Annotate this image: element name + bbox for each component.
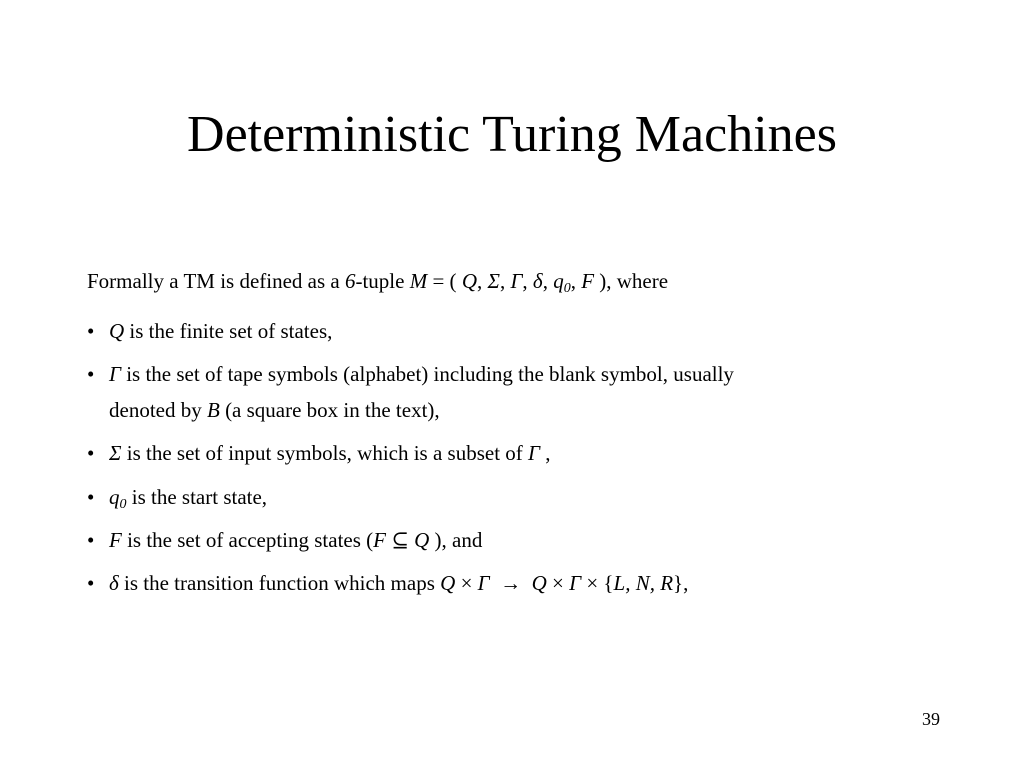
bullet-accepting-states	[109, 527, 482, 553]
slide-title: Deterministic Turing Machines	[187, 106, 837, 163]
intro-comma-3: ,	[522, 269, 533, 293]
bullet-tape-symbols-continued	[109, 397, 440, 423]
blank-symbol-B: B	[206, 398, 220, 422]
transition-Q2: Q	[531, 571, 547, 595]
transition-times2: ×	[546, 571, 570, 595]
transition-text: is the transition function which maps	[118, 571, 441, 595]
intro-delta: δ	[532, 269, 543, 293]
bullet-tape-symbols	[109, 361, 734, 387]
start-state-text: is the start state,	[126, 485, 268, 509]
states-symbol: Q	[109, 319, 125, 343]
intro-comma-5: ,	[570, 269, 582, 293]
transition-times3: ×	[581, 571, 604, 595]
bullet-dot: •	[87, 528, 95, 552]
intro-line	[87, 268, 668, 302]
intro-gamma: Γ	[510, 269, 523, 293]
intro-six: 6	[344, 269, 356, 293]
intro-close-where: ), where	[594, 269, 669, 293]
bullet-transition-function	[109, 570, 688, 596]
input-symbols-text: is the set of input symbols, which is a subset of	[121, 441, 529, 465]
intro-comma-4: ,	[542, 269, 554, 293]
start-state-subscript: 0	[119, 497, 127, 512]
accepting-F2: F	[373, 528, 386, 552]
intro-q: q	[553, 269, 564, 293]
bullet-dot: •	[87, 362, 95, 386]
transition-LNR: L, N, R	[613, 571, 674, 595]
transition-G1: Γ	[477, 571, 490, 595]
accepting-Q: Q	[414, 528, 430, 552]
tape-symbols-symbol: Γ	[109, 362, 121, 386]
bullet-states	[109, 318, 332, 344]
input-symbols-trail: ,	[540, 441, 551, 465]
intro-equals-open: = (	[427, 269, 462, 293]
accepting-trail: ), and	[429, 528, 483, 552]
transition-Q1: Q	[440, 571, 456, 595]
intro-prefix: Formally a TM is defined as a	[87, 269, 345, 293]
transition-G2: Γ	[569, 571, 582, 595]
page-number: 39	[922, 709, 940, 729]
intro-F: F	[581, 269, 595, 293]
intro-M: M	[409, 269, 428, 293]
intro-tuple-word: -tuple	[355, 269, 410, 293]
input-symbols-symbol: Σ	[109, 441, 122, 465]
bullet-input-symbols	[109, 440, 551, 466]
accepting-subseteq: ⊆	[386, 528, 415, 552]
accepting-F: F	[109, 528, 122, 552]
input-symbols-gamma: Γ	[528, 441, 540, 465]
states-text: is the finite set of states,	[124, 319, 333, 343]
bullet-start-state	[109, 484, 267, 518]
intro-comma-2: ,	[499, 269, 511, 293]
intro-q-subscript: 0	[563, 281, 571, 296]
accepting-text: is the set of accepting states (	[121, 528, 374, 552]
intro-Q: Q	[461, 269, 477, 293]
bullet-dot: •	[87, 571, 95, 595]
bullet-dot: •	[87, 441, 95, 465]
transition-arrow: →	[489, 571, 532, 595]
bullet-dot: •	[87, 319, 95, 343]
bullet-dot: •	[87, 485, 95, 509]
transition-delta: δ	[109, 571, 119, 595]
tape-symbols-text-line1: is the set of tape symbols (alphabet) including the blank symbol, usually	[120, 362, 734, 386]
tape-symbols-line2-prefix: denoted by	[109, 398, 207, 422]
start-state-q: q	[109, 485, 120, 509]
transition-brace-close: },	[673, 571, 689, 595]
intro-comma-1: ,	[476, 269, 488, 293]
transition-times1: ×	[455, 571, 478, 595]
intro-sigma: Σ	[487, 269, 500, 293]
transition-brace-open: {	[603, 571, 614, 595]
tape-symbols-line2-suffix: (a square box in the text),	[219, 398, 440, 422]
